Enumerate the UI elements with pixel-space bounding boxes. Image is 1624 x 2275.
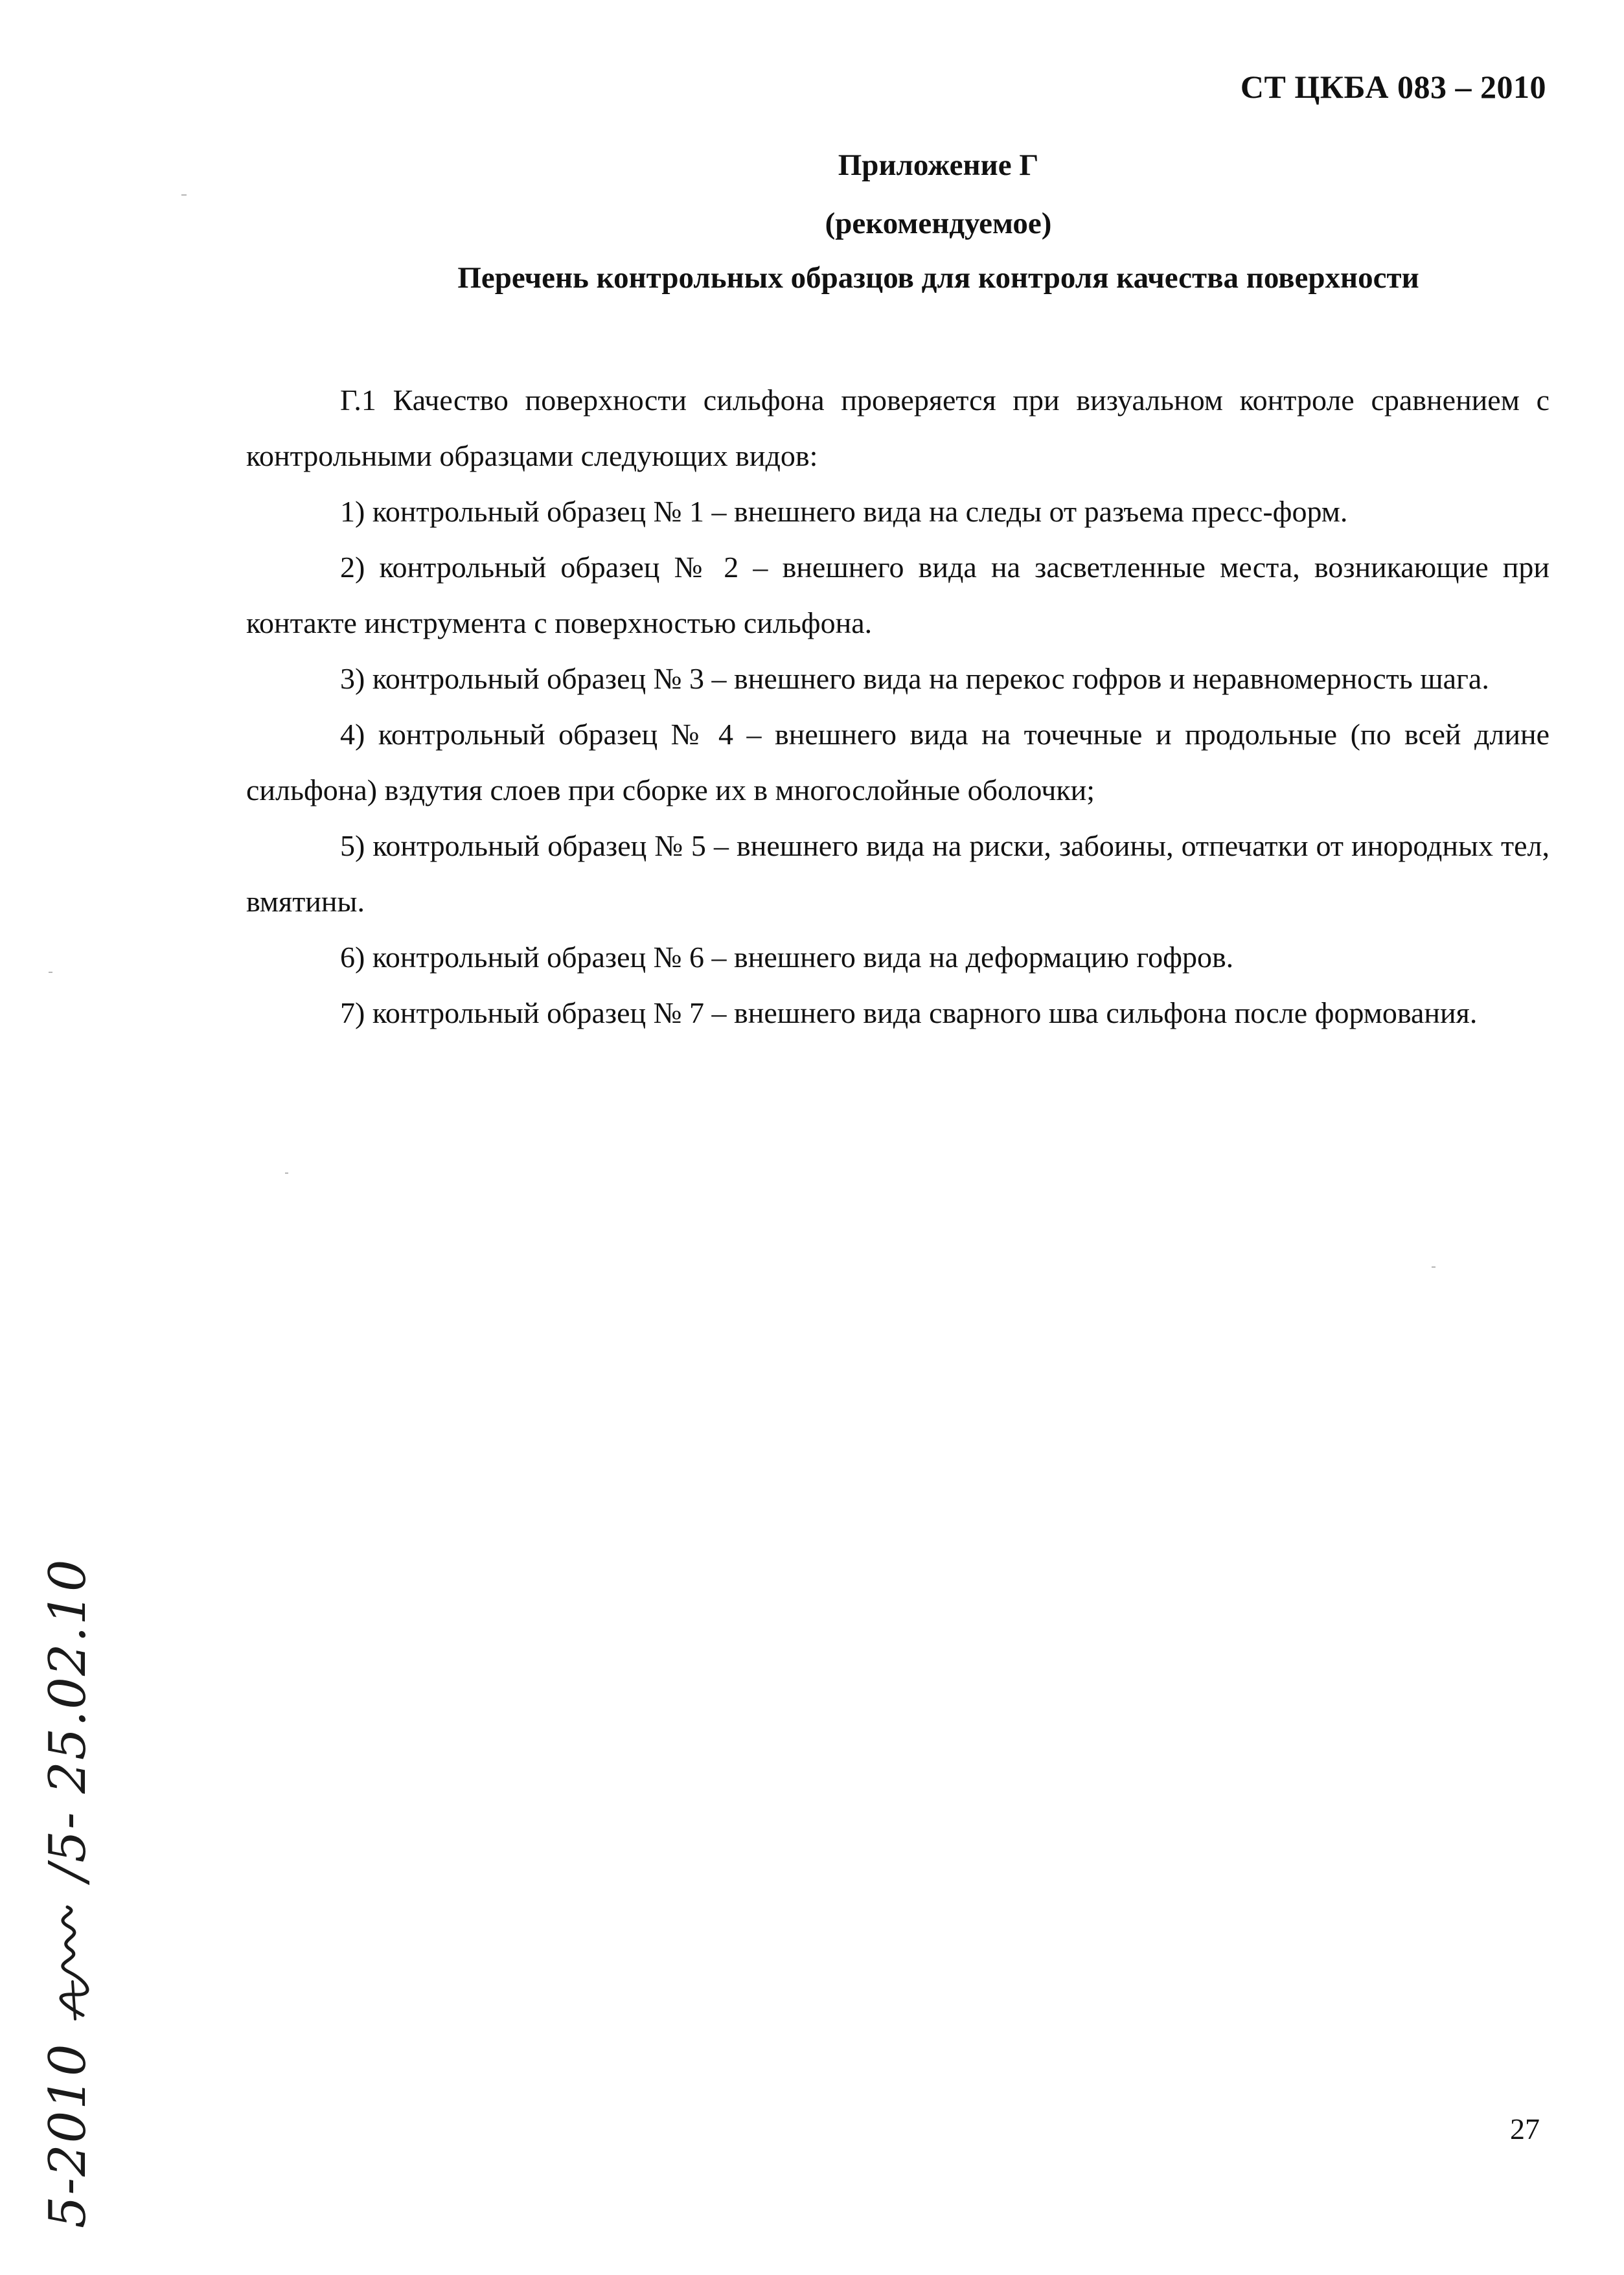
list-item-2: 2) контрольный образец № 2 – внешнего вида на засветленные места, возникающие при контакте инструмента с поверхностью сильфона.: [246, 551, 1550, 639]
margin-note-right: /5- 25.02.10: [39, 1558, 97, 1881]
list-item-4: 4) контрольный образец № 4 – внешнего вида на точечные и продольные (по всей длине сильфона) вздутия слоев при сборке их в многослойные оболочки;: [246, 718, 1550, 806]
paragraph-g1: Г.1 Качество поверхности сильфона проверяется при визуальном контроле сравнением с контрольными образцами следующих видов:: [246, 383, 1550, 472]
list-item-6: 6) контрольный образец № 6 – внешнего вида на деформацию гофров.: [340, 941, 1234, 974]
scan-speck: [1432, 1266, 1435, 1268]
scan-speck: [49, 972, 52, 973]
list-item-3: 3) контрольный образец № 3 – внешнего вида на перекос гофров и неравномерность шага.: [340, 662, 1489, 695]
list-item-7: 7) контрольный образец № 7 – внешнего вида сварного шва сильфона после формования.: [340, 996, 1478, 1029]
appendix-title: Приложение Г: [838, 148, 1039, 182]
scan-speck: [285, 1172, 288, 1174]
signature-scribble-icon: [49, 1904, 95, 2020]
scan-speck: [181, 194, 187, 196]
document-code: СТ ЦКБА 083 – 2010: [1240, 69, 1546, 105]
list-item-1: 1) контрольный образец № 1 – внешнего вида на следы от разъема пресс-форм.: [340, 495, 1348, 528]
handwritten-margin-note: [39, 1559, 97, 2229]
list-item-5: 5) контрольный образец № 5 – внешнего вида на риски, забоины, отпечатки от инородных тел, вмятины.: [246, 829, 1550, 918]
appendix-subject: Перечень контрольных образцов для контроля качества поверхности: [457, 261, 1419, 295]
body-text: [246, 372, 1550, 1041]
page-number: 27: [1510, 2112, 1540, 2145]
appendix-kind: (рекомендуемое): [825, 207, 1052, 240]
margin-note-left: 5-2010: [39, 2042, 97, 2228]
